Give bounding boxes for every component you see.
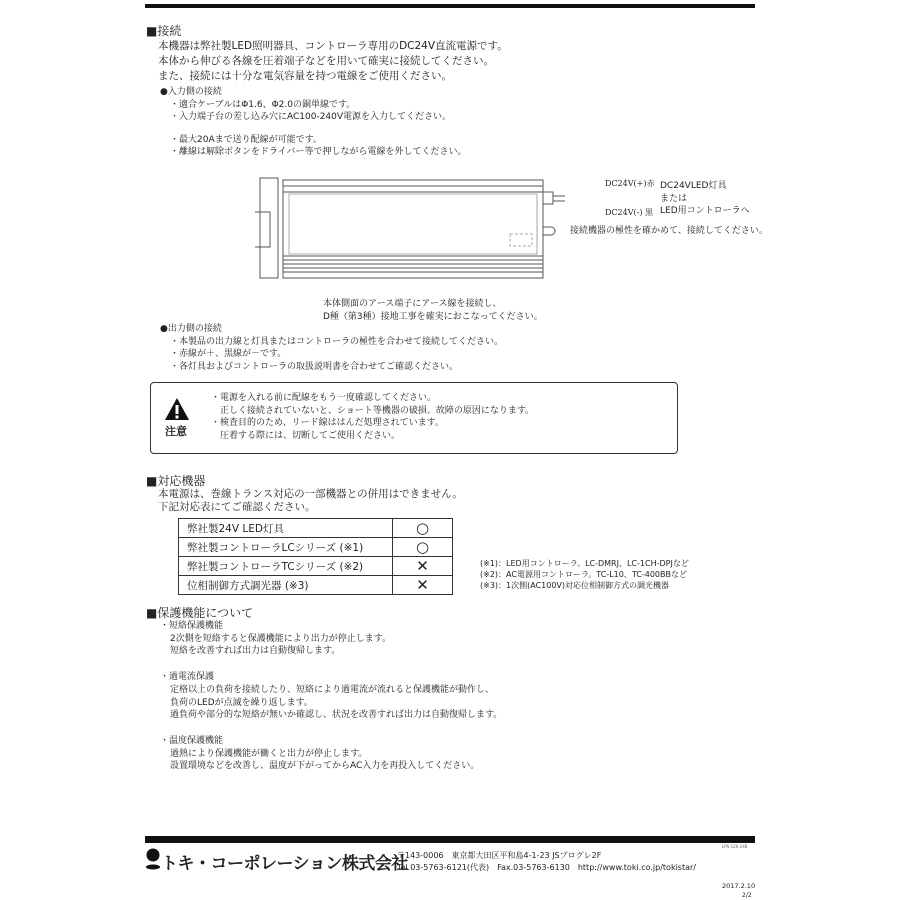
company-address: 〒143-0006 東京都大田区平和島4-1-23 JSプログレ2F — [397, 851, 602, 860]
table-cell: 弊社製コントローラTCシリーズ (※2) — [179, 557, 393, 576]
protection-heading: ■保護機能について — [146, 606, 254, 620]
table-row — [179, 557, 453, 576]
company-name: トキ・コーポレーション株式会社 — [161, 854, 408, 874]
text-line: または — [660, 193, 688, 204]
text-line: LED用コントローラへ — [660, 206, 750, 216]
text-line: 下記対応表にてご確認ください。 — [158, 501, 316, 513]
protection-list — [160, 620, 502, 773]
text-line: 2次側を短絡すると保護機能により出力が停止します。 — [170, 633, 392, 644]
table-cell: 位相制御方式調光器 (※3) — [179, 576, 393, 595]
minus-wire-label: DC24V(-) 黒 — [605, 208, 653, 217]
connection-heading: ■接続 — [146, 24, 182, 38]
caution-text — [211, 392, 534, 442]
text-line: ・入力端子台の差し込み穴にAC100-240V電源を入力してください。 — [170, 112, 452, 122]
compat-table — [178, 518, 453, 595]
connection-intro — [158, 39, 508, 84]
ok-mark: ○ — [393, 519, 453, 538]
table-cell: 弊社製コントローラLCシリーズ (※1) — [179, 538, 393, 557]
text-line: ・各灯具およびコントローラの取扱説明書を合わせてご確認ください。 — [170, 361, 459, 372]
earth-note — [323, 298, 543, 323]
group-title: ・過電流保護 — [160, 672, 215, 683]
compat-notes — [480, 558, 689, 591]
caution-label: 注意 — [165, 425, 187, 438]
power-supply-drawing — [255, 172, 565, 287]
input-section — [160, 86, 467, 159]
footer-rule — [145, 836, 755, 843]
destination-label — [660, 180, 750, 218]
text-line: 過熱により保護機能が働くと出力が停止します。 — [170, 748, 368, 759]
output-section — [160, 323, 503, 373]
text-line: ・本製品の出力線と灯具またはコントローラの極性を合わせて接続してください。 — [170, 336, 504, 347]
text-line: 設置環境などを改善し、温度が下がってからAC入力を再投入してください。 — [170, 761, 480, 772]
text-line: ・検査目的のため、リード線ははんだ処理されています。 — [211, 418, 444, 428]
company-logo-icon — [145, 848, 161, 870]
ng-mark: ✕ — [393, 557, 453, 576]
text-line: 本体から伸びる各線を圧着端子などを用いて確実に接続してください。 — [158, 55, 494, 67]
output-heading: ●出力側の接続 — [160, 324, 222, 334]
compat-heading: ■対応機器 — [146, 474, 206, 488]
text-line: 定格以上の負荷を接続したり、短絡により過電流が流れると保護機能が動作し、 — [170, 684, 495, 695]
issue-date: 2017.2.10 — [722, 882, 756, 890]
table-row — [179, 519, 453, 538]
text-line: ・離線は解除ボタンをドライバー等で押しながら電線を外してください。 — [170, 147, 467, 157]
top-rule — [145, 4, 755, 8]
text-line: 本体側面のアース端子にアース線を接続し、 — [323, 299, 502, 309]
text-line: ・電源を入れる前に配線をもう一度確認してください。 — [211, 393, 437, 403]
ng-mark: ✕ — [393, 576, 453, 595]
text-line: DC24VLED灯具 — [660, 181, 727, 191]
text-line: 過負荷や部分的な短絡が無いか確認し、状況を改善すれば出力は自動復帰します。 — [170, 710, 503, 721]
caution-box — [150, 382, 678, 454]
polarity-note: 接続機器の極性を確かめて、接続してください。 — [570, 226, 768, 236]
company-contact: Tel.03-5763-6121(代表) Fax.03-5763-6130 http://www.toki.co.jp/tokistar/ — [397, 863, 696, 872]
input-heading: ●入力側の接続 — [160, 87, 222, 97]
text-line: 本機器は弊社製LED照明器具、コントローラ専用のDC24V直流電源です。 — [158, 40, 508, 52]
compat-intro — [158, 488, 463, 514]
text-line: 負荷のLEDが点滅を繰り返します。 — [170, 697, 313, 708]
page-number: 2/2 — [742, 892, 752, 899]
text-line: 本電源は、巻線トランス対応の一部機器との併用はできません。 — [158, 488, 463, 500]
warning-icon — [164, 397, 190, 421]
ok-mark: ○ — [393, 538, 453, 557]
group-title: ・短絡保護機能 — [160, 621, 224, 631]
text-line: ・赤線が＋、黒線が－です。 — [170, 349, 287, 359]
table-row — [179, 576, 453, 595]
text-line: 圧着する際には、切断してご使用ください。 — [211, 430, 401, 441]
text-line: (※2)：AC電源用コントローラ。TC-L10、TC-400BBなど — [480, 570, 687, 579]
text-line: ・適合ケーブルはΦ1.6、Φ2.0の銅単線です。 — [170, 99, 356, 110]
plus-wire-label: DC24V(+)赤 — [605, 179, 655, 188]
text-line: (※1)：LED用コントローラ。LC-DMRJ、LC-1CH-DPJなど — [480, 559, 689, 568]
model-code: LPS-120-24B — [722, 844, 748, 849]
group-title: ・温度保護機能 — [160, 735, 224, 746]
text-line: また、接続には十分な電気容量を持つ電線をご使用ください。 — [158, 70, 452, 82]
text-line: ・最大20Aまで送り配線が可能です。 — [170, 134, 322, 145]
text-line: 正しく接続されていないと、ショート等機器の破損、故障の原因になります。 — [211, 405, 535, 416]
text-line: D種（第3種）接地工事を確実におこなってください。 — [323, 311, 543, 322]
text-line: 短絡を改善すれば出力は自動復帰します。 — [170, 646, 341, 657]
text-line: (※3)：1次側(AC100V)対応位相制御方式の調光機器 — [480, 581, 670, 590]
table-row — [179, 538, 453, 557]
table-cell: 弊社製24V LED灯具 — [179, 519, 393, 538]
